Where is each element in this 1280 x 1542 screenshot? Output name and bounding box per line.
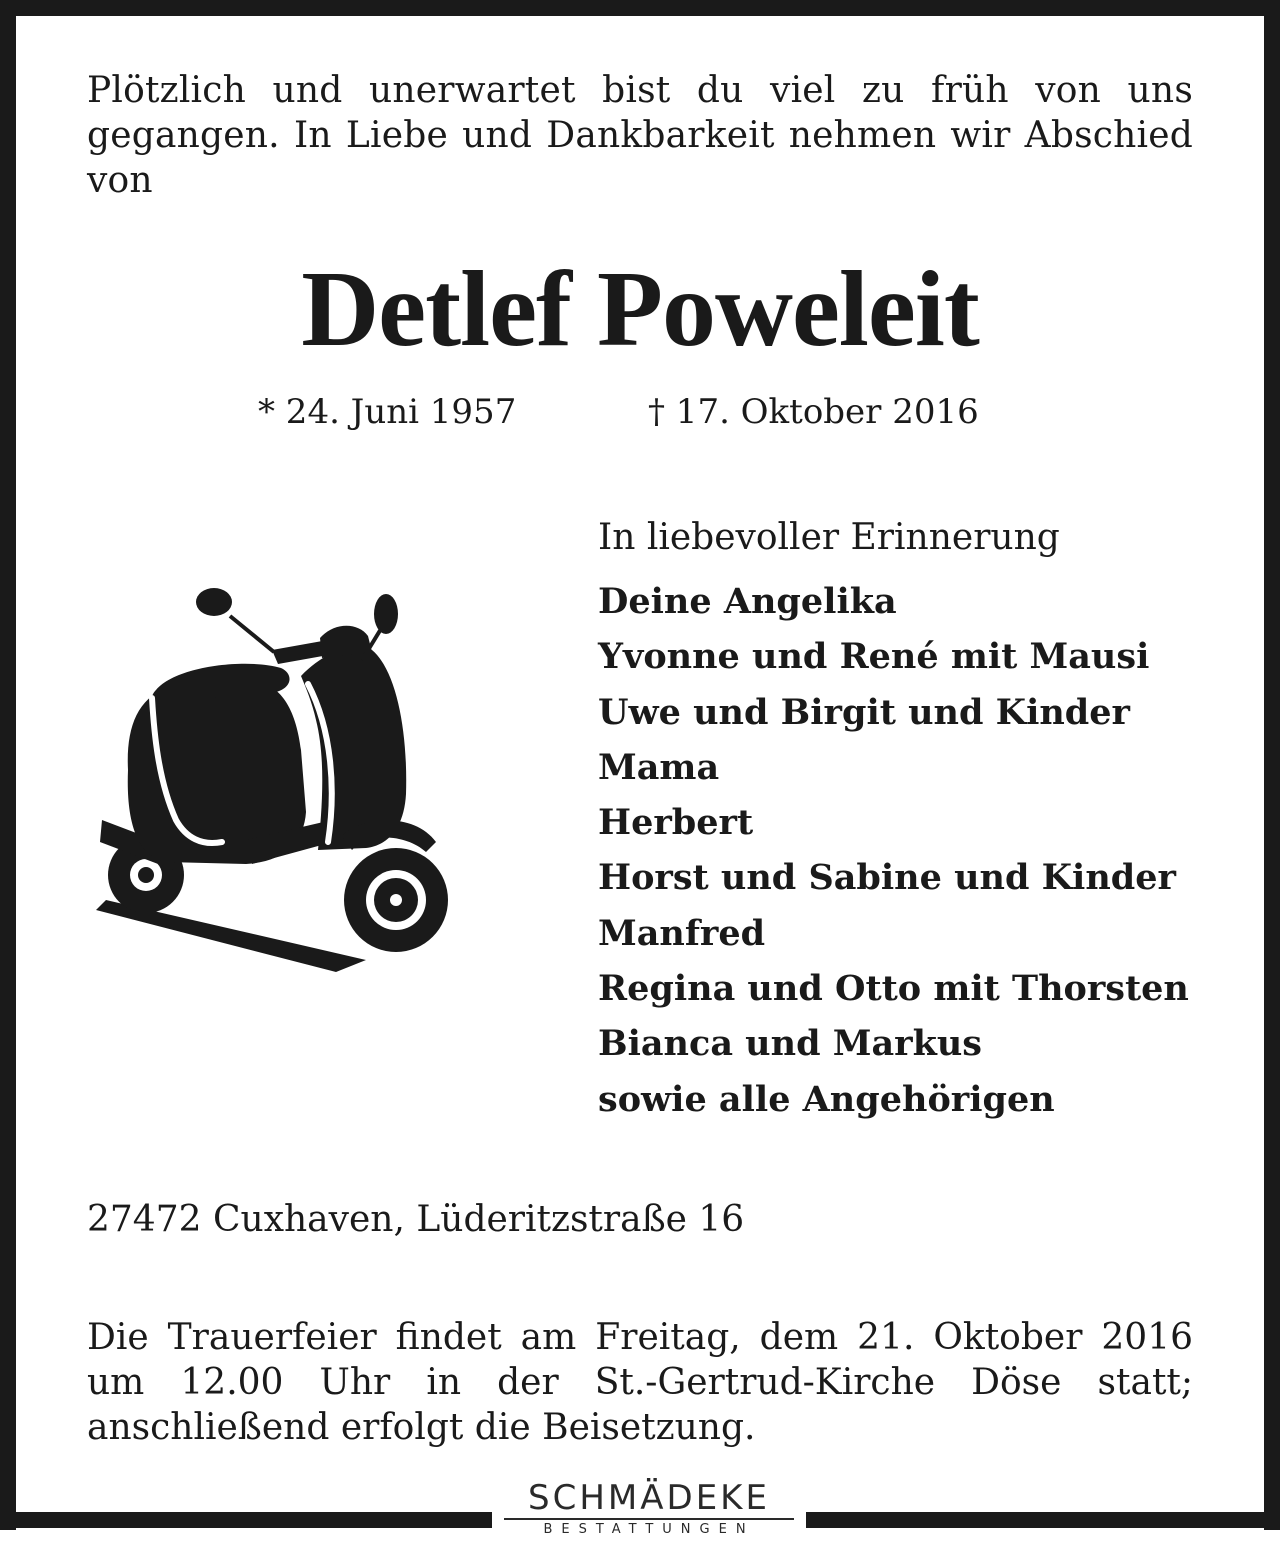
family-member: Deine Angelika [598, 581, 897, 622]
deceased-name: Detlef Poweleit [301, 250, 979, 369]
leg-shield [301, 646, 406, 850]
family-list [598, 578, 1189, 1131]
family-member: Horst und Sabine und Kinder [598, 857, 1176, 899]
scooter-icon [96, 580, 476, 980]
service-info: Die Trauerfeier findet am Freitag, dem 21. Oktober 2016 um 12.00 Uhr in der St.-Gertrud-Kirche Döse statt; anschließend erfolgt die Beisetzung. [87, 1317, 1193, 1448]
family-member: Yvonne und René mit Mausi [598, 636, 1150, 678]
intro-text: Plötzlich und unerwartet bist du viel zu früh von uns gegangen. In Liebe und Dankbarkeit nehmen wir Abschied von [87, 70, 1193, 201]
family-member: Uwe und Birgit und Kinder [598, 691, 1130, 733]
logo-divider [504, 1518, 794, 1520]
address: 27472 Cuxhaven, Lüderitzstraße 16 [87, 1199, 745, 1240]
border-right [1264, 0, 1280, 1530]
family-member: Herbert [598, 802, 754, 844]
funeral-home-logo [492, 1478, 806, 1538]
family-member: Mama [598, 746, 720, 788]
logo-name: SCHMÄDEKE [528, 1478, 770, 1518]
death-date: † 17. Oktober 2016 [648, 392, 979, 432]
family-member: Bianca und Markus [598, 1023, 982, 1065]
border-left [0, 0, 16, 1530]
logo-subtitle: BESTATTUNGEN [543, 1522, 755, 1537]
family-member: Regina und Otto mit Thorsten [598, 968, 1189, 1010]
memory-intro: In liebevoller Erinnerung [598, 517, 1060, 558]
family-member: Manfred [598, 912, 766, 954]
birth-date: * 24. Juni 1957 [258, 392, 517, 432]
border-bottom-right [806, 1512, 1280, 1528]
family-member: sowie alle Angehörigen [598, 1078, 1055, 1120]
border-bottom-left [0, 1512, 492, 1528]
mirror-left [196, 588, 232, 616]
border-top [0, 0, 1280, 16]
mirror-right [374, 594, 398, 634]
